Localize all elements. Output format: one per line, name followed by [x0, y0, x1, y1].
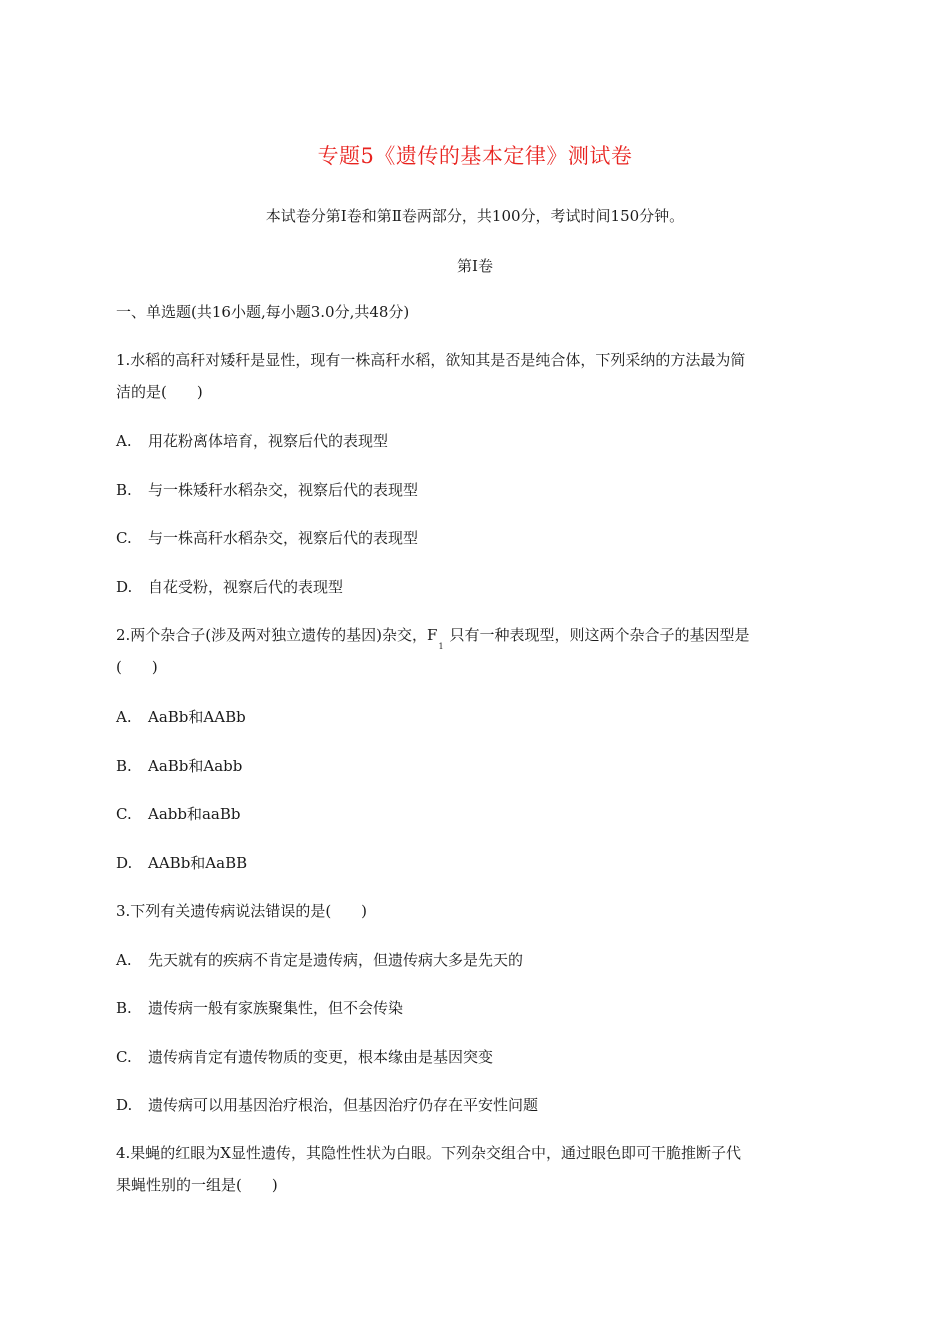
option-letter: D. — [116, 1096, 133, 1114]
question-2-option-d — [116, 853, 838, 873]
question-2-option-b — [116, 756, 838, 776]
question-2-option-c — [116, 804, 838, 824]
option-letter: A. — [116, 432, 132, 450]
exam-intro: 本试卷分第Ⅰ卷和第Ⅱ卷两部分，共100分，考试时间150分钟。 — [265, 207, 685, 225]
stem-text-post: 只有一种表现型，则这两个杂合子的基因型是 — [449, 626, 750, 644]
option-text: AaBb和AABb — [148, 708, 246, 726]
option-letter: A. — [116, 951, 132, 969]
question-1-stem-line-1: 1.水稻的高秆对矮秆是显性，现有一株高秆水稻，欲知其是否是纯合体，下列采纳的方法最为简 — [116, 351, 746, 369]
option-letter: D. — [116, 578, 133, 596]
question-1-option-c — [116, 528, 838, 548]
option-text: 遗传病一般有家族聚集性，但不会传染 — [148, 999, 404, 1017]
option-text: AABb和AaBB — [148, 854, 248, 872]
question-2-stem-line-2: ( ) — [116, 658, 158, 676]
question-1-option-b — [116, 480, 838, 500]
option-letter: C. — [116, 529, 132, 547]
question-1-stem — [116, 350, 838, 402]
option-text: 用花粉离体培育，视察后代的表现型 — [148, 432, 389, 450]
option-text: 遗传病可以用基因治疗根治，但基因治疗仍存在平安性问题 — [148, 1096, 539, 1114]
document-title: 专题5《遗传的基本定律》测试卷 — [317, 144, 633, 168]
option-text: 自花受粉，视察后代的表现型 — [148, 578, 344, 596]
question-4-stem-line-1: 4.果蝇的红眼为X显性遗传，其隐性性状为白眼。下列杂交组合中，通过眼色即可干脆推断子代 — [116, 1144, 741, 1162]
question-3-option-d — [116, 1095, 838, 1115]
option-text: 遗传病肯定有遗传物质的变更，根本缘由是基因突变 — [148, 1048, 494, 1066]
question-1-stem-line-2: 洁的是( ) — [116, 383, 203, 401]
option-text: 先天就有的疾病不肯定是遗传病，但遗传病大多是先天的 — [148, 951, 524, 969]
question-3-stem: 3.下列有关遗传病说法错误的是( ) — [116, 902, 368, 920]
question-4-stem-line-2: 果蝇性别的一组是( ) — [116, 1176, 278, 1194]
question-2-option-a — [116, 707, 838, 727]
subscript: 1 — [438, 642, 444, 651]
question-4-stem — [116, 1143, 838, 1195]
part-label: 第Ⅰ卷 — [457, 257, 493, 275]
option-text: Aabb和aaBb — [148, 805, 241, 823]
option-text: 与一株矮秆水稻杂交，视察后代的表现型 — [148, 481, 419, 499]
question-2-stem — [116, 625, 838, 677]
option-letter: C. — [116, 805, 132, 823]
question-3-option-a — [116, 950, 838, 970]
option-letter: C. — [116, 1048, 132, 1066]
section-heading: 一、单选题(共16小题,每小题3.0分,共48分) — [116, 303, 410, 321]
option-letter: A. — [116, 708, 132, 726]
question-1-option-d — [116, 577, 838, 597]
option-letter: B. — [116, 999, 132, 1017]
question-2-stem-line-1 — [116, 625, 838, 651]
question-1-option-a — [116, 431, 838, 451]
option-letter: B. — [116, 757, 132, 775]
option-text: AaBb和Aabb — [148, 757, 243, 775]
stem-text-pre: 2.两个杂合子(涉及两对独立遗传的基因)杂交，F — [116, 626, 438, 644]
question-3-option-b — [116, 998, 838, 1018]
option-text: 与一株高秆水稻杂交，视察后代的表现型 — [148, 529, 419, 547]
option-letter: D. — [116, 854, 133, 872]
question-3-option-c — [116, 1047, 838, 1067]
option-letter: B. — [116, 481, 132, 499]
